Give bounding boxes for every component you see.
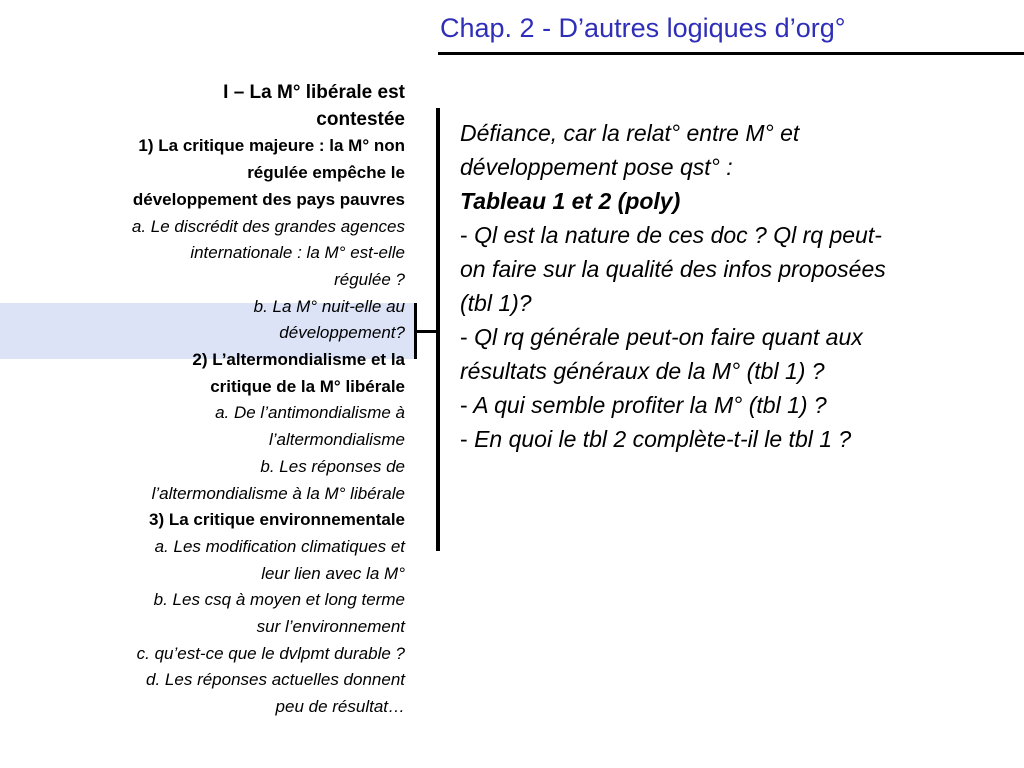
outline-item-3b: b. Les csq à moyen et long terme [153, 590, 405, 610]
outline-section-3: 3) La critique environnementale [148, 510, 405, 530]
bullet-dash: - [460, 392, 468, 418]
question-1-cont: on faire sur la qualité des infos proposées [460, 256, 886, 282]
outline-item-3a-cont: leur lien avec la M° [261, 563, 405, 583]
outline-part-1-cont: contestée [316, 108, 405, 130]
outline-item-2a-cont: l’altermondialisme [268, 430, 405, 450]
outline-item-3d: d. Les réponses actuelles donnent [146, 670, 405, 690]
outline-part-1: I – La M° libérale est [223, 82, 405, 103]
outline-section-1-cont: développement des pays pauvres [132, 189, 405, 209]
outline-item-1b-current-cont: développement? [279, 323, 405, 343]
question-4 [460, 422, 1010, 456]
question-4-text: En quoi le tbl 2 complète-t-il le tbl 1 ? [474, 426, 852, 452]
intro-text: Défiance, car la relat° entre M° et [460, 120, 800, 146]
outline-item-1b-current: b. La M° nuit-elle au [253, 296, 405, 316]
bullet-dash: - [460, 426, 468, 452]
outline-item-3c: c. qu’est-ce que le dvlpmt durable ? [136, 643, 405, 663]
outline-item-2b: b. Les réponses de [260, 456, 405, 476]
outline-section-1: 1) La critique majeure : la M° non [138, 136, 405, 156]
question-2-cont: résultats généraux de la M° (tbl 1) ? [460, 358, 825, 384]
outline-item-1a-cont: régulée ? [334, 269, 405, 289]
outline-item-1a: a. Le discrédit des grandes agences [131, 216, 405, 236]
question-1-cont: (tbl 1)? [460, 290, 532, 316]
bullet-dash: - [460, 324, 468, 350]
bracket-connector [414, 330, 438, 333]
question-3-text: A qui semble profiter la M° (tbl 1) ? [473, 392, 827, 418]
bullet-dash: - [460, 222, 468, 248]
title-underline [438, 52, 1024, 55]
outline-item-3b-cont: sur l’environnement [256, 617, 405, 637]
question-1-text: Ql est la nature de ces doc ? Ql rq peut- [474, 222, 882, 248]
outline-section-2-cont: critique de la M° libérale [210, 376, 405, 396]
outline-section-2: 2) L’altermondialisme et la [192, 350, 405, 370]
outline-item-3d-cont: peu de résultat… [275, 697, 405, 717]
outline-item-1a-cont: internationale : la M° est-elle [190, 243, 405, 263]
chapter-outline [20, 80, 405, 721]
slide-title: Chap. 2 - D’autres logiques d’org° [440, 13, 846, 43]
question-1 [460, 218, 1010, 252]
outline-item-3a: a. Les modification climatiques et [154, 536, 405, 556]
question-3 [460, 388, 1010, 422]
outline-section-1-cont: régulée empêche le [247, 163, 405, 183]
intro-text-cont: développement pose qst° : [460, 154, 733, 180]
question-2-text: Ql rq générale peut-on faire quant aux [474, 324, 863, 350]
outline-item-2b-cont: l’altermondialisme à la M° libérale [151, 483, 405, 503]
table-reference: Tableau 1 et 2 (poly) [460, 188, 681, 214]
question-2 [460, 320, 1010, 354]
slide-content [460, 116, 1010, 456]
outline-item-2a: a. De l’antimondialisme à [215, 403, 405, 423]
